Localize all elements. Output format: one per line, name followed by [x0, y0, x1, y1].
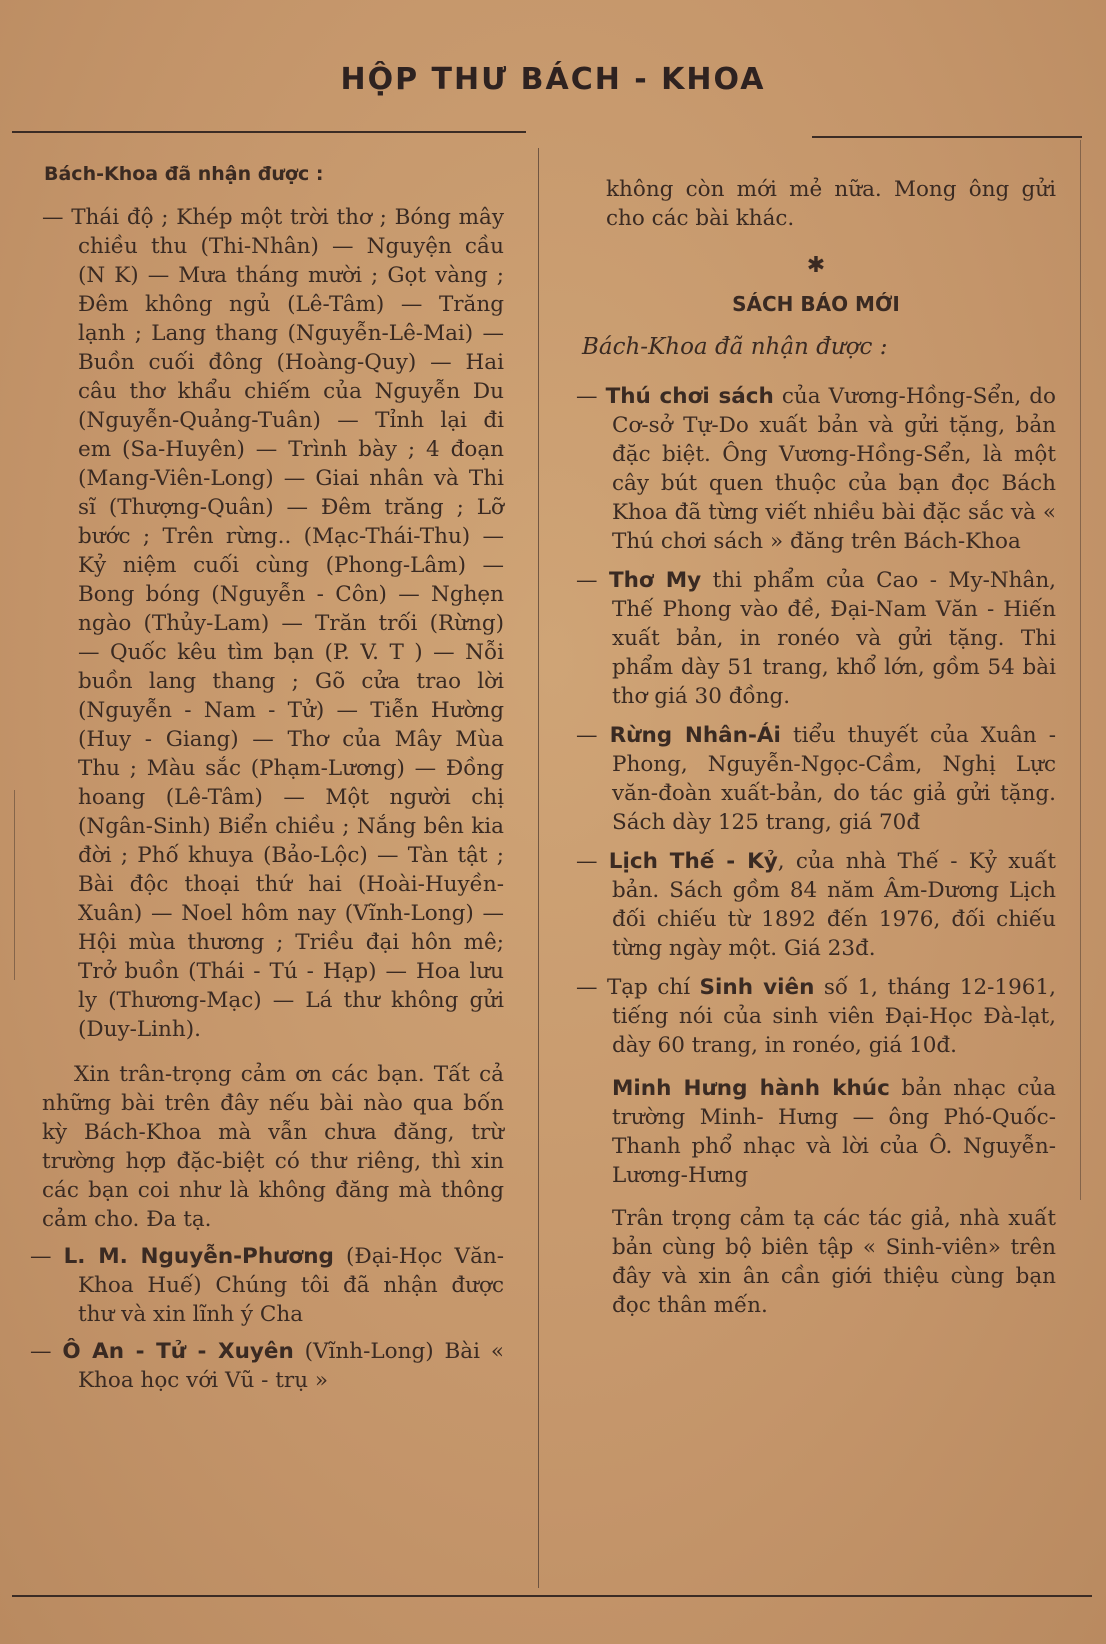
entry-text: của Vương-Hồng-Sển, do Cơ-sở Tự-Do xuất bản và gửi tặng, bản đặc biệt. Ông Vương-Hồng-Sển, là một cây bút quen thuộc của bạn đọc Bách Khoa đã từng viết nhiều bài đặc sắc và « Thú chơi sách » đăng trên Bách-Khoa	[612, 384, 1057, 554]
left-margin-line	[14, 790, 15, 980]
book-entry	[576, 973, 1056, 1060]
book-entry	[576, 847, 1056, 963]
closing-paragraph: Trân trọng cảm tạ các tác giả, nhà xuất bản cùng bộ biên tập « Sinh-viên» trên đây và xin ân cần giới thiệu cùng bạn đọc thân mến.	[612, 1206, 1056, 1318]
right-margin-line	[1080, 140, 1081, 1200]
entry-name: Thú chơi sách	[605, 384, 774, 409]
entry-text: thi phẩm của Cao - My-Nhân, Thế Phong vào đề, Đại-Nam Văn - Hiến xuất bản, in ronéo và gửi tặng. Thi phẩm dày 51 trang, khổ lớn, gồm 54 bài thơ giá 30 đồng.	[612, 568, 1057, 709]
star-ornament-icon: ✱	[806, 253, 826, 278]
entry-dash: — Tạp chí	[576, 975, 700, 1000]
continuation-text: không còn mới mẻ nữa. Mong ông gửi cho các bài khác.	[606, 177, 1056, 231]
thanks-paragraph: Xin trân-trọng cảm ơn các bạn. Tất cả những bài trên đây nếu bài nào qua bốn kỳ Bách-Khoa mà vẫn chưa đăng, trừ trường hợp đặc-biệt có thư riêng, thì xin các bạn coi như là không đăng mà thông cảm cho. Đa tạ.	[42, 1062, 504, 1232]
received-italic-heading: Bách-Khoa đã nhận được :	[582, 334, 888, 360]
new-books-heading: SÁCH BÁO MỚI	[732, 292, 900, 316]
column-divider	[538, 148, 539, 1588]
reply-entry	[30, 1242, 504, 1329]
entry-text: , của nhà Thế - Kỷ xuất bản. Sách gồm 84 năm Âm-Dương Lịch đối chiếu từ 1892 đến 1976, đối chiếu từng ngày một. Giá 23đ.	[612, 849, 1056, 961]
received-list: — Thái độ ; Khép một trời thơ ; Bóng mây chiều thu (Thi-Nhân) — Nguyện cầu (N K) — Mưa tháng mười ; Gọt vàng ; Đêm không ngủ (Lê-Tâm) — Trăng lạnh ; Lang thang (Nguyễn-Lê-Mai) — Buồn cuối đông (Hoàng-Quy) — Hai câu thơ khẩu chiếm của Nguyễn Du (Nguyễn-Quảng-Tuân) — Tỉnh lại đi em (Sa-Huyên) — Trình bày ; 4 đoạn (Mang-Viên-Long) — Giai nhân và Thi sĩ (Thượng-Quân) — Đêm trăng ; Lỡ bước ; Trên rừng.. (Mạc-Thái-Thu) — Kỷ niệm cuối cùng (Phong-Lâm) — Bong bóng (Nguyễn - Côn) — Nghẹn ngào (Thủy-Lam) — Trăn trối (Rừng) — Quốc kêu tìm bạn (P. V. T ) — Nỗi buồn lang thang ; Gõ cửa trao lời (Nguyễn - Nam - Tử) — Tiễn Hường (Huy - Giang) — Thơ của Mây Mùa Thu ; Màu sắc (Phạm-Lương) — Đồng hoang (Lê-Tâm) — Một người chị (Ngân-Sinh) Biển chiều ; Nắng bên kia đời ; Phố khuya (Bảo-Lộc) — Tàn tật ; Bài độc thoại thứ hai (Hoài-Huyền-Xuân) — Noel hôm nay (Vĩnh-Long) — Hội mùa thương ; Triều đại hôn mê; Trở buồn (Thái - Tú - Hạp) — Hoa lưu ly (Thương-Mạc) — Lá thư không gửi (Duy-Linh).	[42, 205, 504, 1042]
entry-name: L. M. Nguyễn-Phương	[63, 1244, 334, 1269]
page-title: HỘP THƯ BÁCH - KHOA	[340, 62, 766, 97]
entry-dash: —	[576, 384, 606, 409]
left-column	[30, 160, 504, 1395]
right-column	[576, 175, 1056, 1342]
minh-hung-entry	[576, 1074, 1056, 1190]
book-entry	[576, 721, 1056, 837]
book-entry	[576, 566, 1056, 711]
entry-dash: —	[576, 568, 609, 593]
bottom-rule	[12, 1595, 1092, 1597]
top-rule-left	[12, 131, 526, 133]
entry-name: Minh Hưng hành khúc	[612, 1076, 890, 1101]
entry-text: bản nhạc của trường Minh- Hưng — ông Phó-Quốc-Thanh phổ nhạc và lời của Ô. Nguyễn-Lương-Hưng	[612, 1076, 1056, 1188]
received-heading: Bách-Khoa đã nhận được :	[44, 163, 324, 185]
reply-entry	[30, 1337, 504, 1395]
entry-dash: —	[576, 723, 610, 748]
entry-dash: —	[30, 1244, 64, 1269]
entry-name: Sinh viên	[699, 975, 815, 1000]
top-rule-right	[812, 136, 1082, 138]
entry-name: Thơ My	[608, 568, 702, 593]
entry-text: số 1, tháng 12-1961, tiếng nói của sinh viên Đại-Học Đà-lạt, dày 60 trang, in ronéo, giá 10đ.	[612, 975, 1056, 1058]
book-entry	[576, 382, 1056, 556]
entry-dash: —	[576, 849, 609, 874]
entry-name: Rừng Nhân-Ái	[609, 723, 781, 748]
entry-name: Lịch Thế - Kỷ	[608, 849, 778, 874]
entry-text: (Đại-Học Văn-Khoa Huế) Chúng tôi đã nhận được thư và xin lĩnh ý Cha	[78, 1244, 504, 1327]
entry-name: Ô An - Tử - Xuyên	[62, 1339, 294, 1364]
entry-text: tiểu thuyết của Xuân - Phong, Nguyễn-Ngọc-Cầm, Nghị Lực văn-đoàn xuất-bản, do tác giả gửi tặng. Sách dày 125 trang, giá 70đ	[612, 723, 1056, 835]
entry-text: (Vĩnh-Long) Bài « Khoa học với Vũ - trụ »	[78, 1339, 504, 1393]
entry-dash: —	[30, 1339, 63, 1364]
